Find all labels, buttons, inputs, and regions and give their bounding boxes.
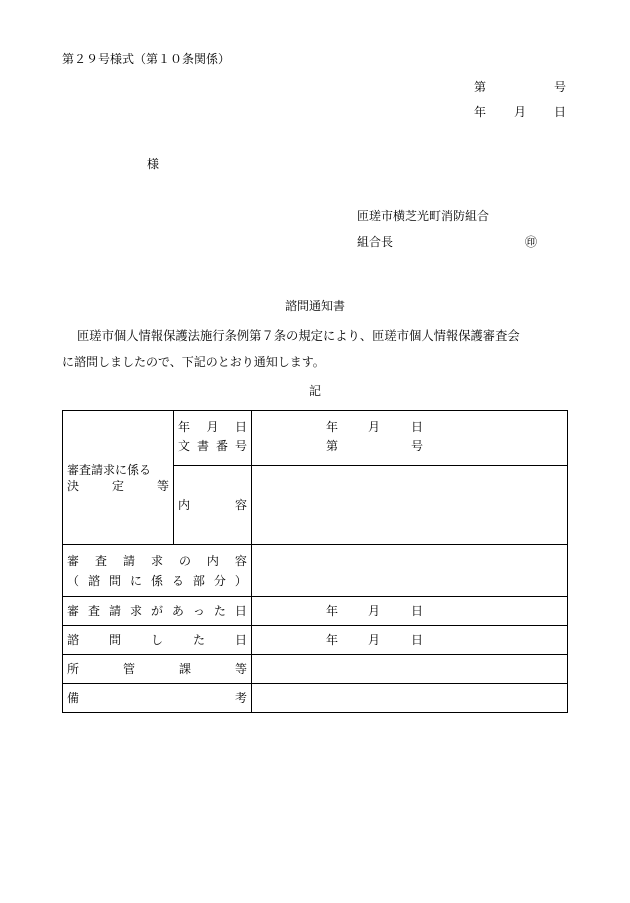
request-date-row <box>63 597 568 626</box>
remarks-label-cell <box>63 684 252 713</box>
seal-mark: ㊞ <box>525 235 538 249</box>
request-content-label-line-1: 審 査 請 求 の 内 容 <box>67 553 247 568</box>
department-label: 所 管 課 等 <box>67 662 247 676</box>
date-day: 日 <box>554 105 567 119</box>
request-date-label-cell <box>63 597 252 626</box>
date-docno-label-cell <box>174 411 252 466</box>
decision-year: 年 <box>326 420 339 434</box>
date-docno-value-cell[interactable] <box>252 411 568 466</box>
date-label: 年 月 日 <box>178 420 247 434</box>
document-number-label: 文 書 番 号 <box>178 439 247 453</box>
form-number: 第２９号様式（第１０条関係） <box>62 52 231 66</box>
request-content-label-line-2: （ 諮 問 に 係 る 部 分 ） <box>67 573 247 588</box>
inquiry-month: 月 <box>368 633 381 647</box>
sender-organization: 匝瑳市横芝光町消防組合 <box>357 209 490 223</box>
decision-row-date-docno <box>63 411 568 466</box>
request-date-value-cell[interactable] <box>252 597 568 626</box>
request-date-label: 審 査 請 求 が あ っ た 日 <box>67 604 247 618</box>
addressee-honorific: 様 <box>147 157 160 171</box>
date-month: 月 <box>514 105 527 119</box>
decision-label-cell <box>63 411 174 545</box>
inquiry-date-row <box>63 626 568 655</box>
document-number-suffix: 号 <box>554 80 567 94</box>
inquiry-day: 日 <box>411 633 424 647</box>
request-year: 年 <box>326 604 339 618</box>
decision-day: 日 <box>411 420 424 434</box>
document-number-prefix: 第 <box>474 80 487 94</box>
remarks-value-cell[interactable] <box>252 684 568 713</box>
decision-label-line-1: 審査請求に係る <box>67 462 152 477</box>
inquiry-year: 年 <box>326 633 339 647</box>
department-label-cell <box>63 655 252 684</box>
request-content-label-cell <box>63 545 252 597</box>
content-label-cell <box>174 466 252 545</box>
decision-docno-prefix: 第 <box>326 439 339 453</box>
remarks-row <box>63 684 568 713</box>
content-value-cell[interactable] <box>252 466 568 545</box>
request-month: 月 <box>368 604 381 618</box>
decision-month: 月 <box>368 420 381 434</box>
department-row <box>63 655 568 684</box>
decision-docno-suffix: 号 <box>411 439 424 453</box>
request-day: 日 <box>411 604 424 618</box>
inquiry-date-label-cell <box>63 626 252 655</box>
decision-label-line-2: 決 定 等 <box>67 478 169 493</box>
date-year: 年 <box>474 105 487 119</box>
ki-heading: 記 <box>308 384 321 398</box>
body-line-1: 匝瑳市個人情報保護法施行条例第７条の規定により、匝瑳市個人情報保護審査会 <box>77 329 520 343</box>
request-content-row <box>63 545 568 597</box>
notification-form-table <box>62 410 568 713</box>
content-label: 内 容 <box>178 498 247 512</box>
department-value-cell[interactable] <box>252 655 568 684</box>
sender-title: 組合長 <box>357 235 394 249</box>
body-line-2: に諮問しましたので、下記のとおり通知します。 <box>62 355 325 369</box>
document-title: 諮問通知書 <box>284 299 345 313</box>
remarks-label: 備 考 <box>67 691 247 705</box>
inquiry-date-value-cell[interactable] <box>252 626 568 655</box>
inquiry-date-label: 諮 問 し た 日 <box>67 633 247 647</box>
request-content-value-cell[interactable] <box>252 545 568 597</box>
